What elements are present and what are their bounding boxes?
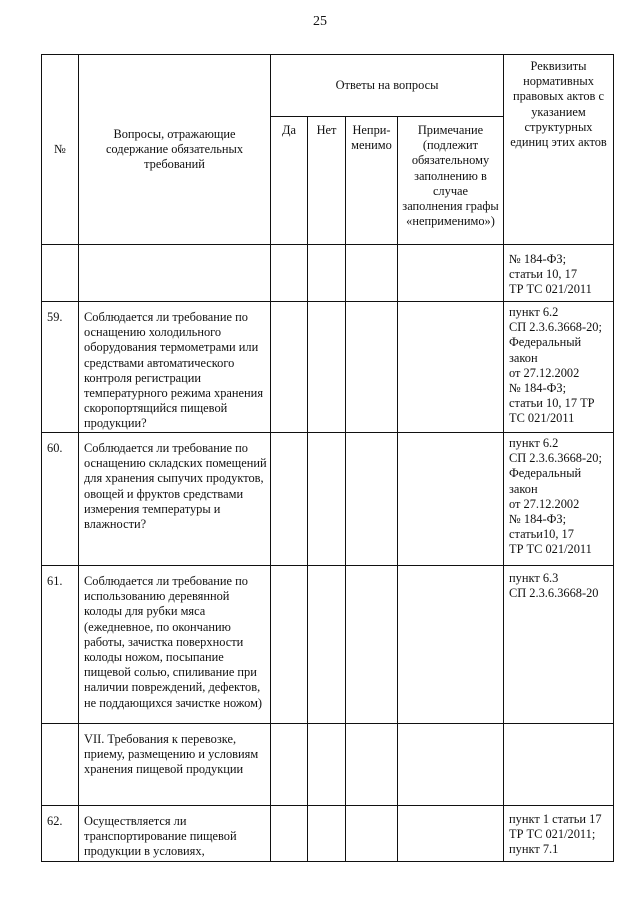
answer-not-applicable-cell bbox=[346, 566, 398, 724]
answer-no-cell bbox=[308, 566, 346, 724]
answer-yes-cell bbox=[271, 245, 308, 302]
header-requisites: Реквизиты нормативных правовых актов с указанием структурных единиц этих актов bbox=[504, 55, 614, 245]
answer-no-cell bbox=[308, 302, 346, 433]
table-row bbox=[42, 806, 614, 862]
row-number: 62. bbox=[42, 806, 79, 862]
answer-note-cell bbox=[398, 566, 504, 724]
answer-note-cell bbox=[398, 433, 504, 566]
row-requisites: пункт 1 статьи 17 ТР ТС 021/2011; пункт 7.1 bbox=[504, 806, 614, 862]
header-answers-group: Ответы на вопросы bbox=[271, 55, 504, 117]
answer-not-applicable-cell bbox=[346, 302, 398, 433]
row-requisites: пункт 6.3 СП 2.3.6.3668-20 bbox=[504, 566, 614, 724]
header-note: Примечание (подлежит обязательному заполнению в случае заполнения графы «неприменимо») bbox=[398, 117, 504, 245]
row-question: Осуществляется ли транспортирование пищевой продукции в условиях, bbox=[79, 806, 271, 862]
row-number: 59. bbox=[42, 302, 79, 433]
row-requisites: пункт 6.2 СП 2.3.6.3668-20; Федеральный закон от 27.12.2002 № 184-ФЗ; статьи10, 17 ТР ТС 021/2011 bbox=[504, 433, 614, 566]
header-yes: Да bbox=[271, 117, 308, 245]
row-number: 60. bbox=[42, 433, 79, 566]
answer-not-applicable-cell bbox=[346, 724, 398, 806]
page-number: 25 bbox=[313, 14, 327, 29]
table-row bbox=[42, 245, 614, 302]
row-question bbox=[79, 245, 271, 302]
answer-not-applicable-cell bbox=[346, 433, 398, 566]
answer-no-cell bbox=[308, 433, 346, 566]
answer-note-cell bbox=[398, 245, 504, 302]
answer-not-applicable-cell bbox=[346, 245, 398, 302]
table-row bbox=[42, 566, 614, 724]
row-requisites: № 184-ФЗ; статьи 10, 17 ТР ТС 021/2011 bbox=[504, 245, 614, 302]
answer-note-cell bbox=[398, 724, 504, 806]
row-requisites bbox=[504, 724, 614, 806]
checklist-table bbox=[41, 54, 614, 862]
header-row-top bbox=[42, 55, 614, 117]
answer-no-cell bbox=[308, 245, 346, 302]
answer-note-cell bbox=[398, 302, 504, 433]
section-row bbox=[42, 724, 614, 806]
answer-yes-cell bbox=[271, 724, 308, 806]
answer-yes-cell bbox=[271, 566, 308, 724]
header-no: Нет bbox=[308, 117, 346, 245]
row-question: Соблюдается ли требование по оснащению складских помещений для хранения сыпучих продуктов, овощей и фруктов средствами измерения температуры и влажности? bbox=[79, 433, 271, 566]
answer-yes-cell bbox=[271, 302, 308, 433]
answer-yes-cell bbox=[271, 433, 308, 566]
row-question: Соблюдается ли требование по использованию деревянной колоды для рубки мяса (ежедневное, по окончанию работы, зачистка поверхности колоды ножом, посыпание пищевой солью, спиливание при наличии повреждений, дефектов, не поддающихся зачистке ножом) bbox=[79, 566, 271, 724]
answer-note-cell bbox=[398, 806, 504, 862]
section-heading: VII. Требования к перевозке, приему, размещению и условиям хранения пищевой продукции bbox=[79, 724, 271, 806]
table-row bbox=[42, 433, 614, 566]
header-questions: Вопросы, отражающие содержание обязательных требований bbox=[79, 55, 271, 245]
row-requisites: пункт 6.2 СП 2.3.6.3668-20; Федеральный закон от 27.12.2002 № 184-ФЗ; статьи 10, 17 ТР ТС 021/2011 bbox=[504, 302, 614, 433]
header-not-applicable: Непри- менимо bbox=[346, 117, 398, 245]
header-number: № bbox=[42, 55, 79, 245]
answer-yes-cell bbox=[271, 806, 308, 862]
row-number bbox=[42, 724, 79, 806]
answer-no-cell bbox=[308, 806, 346, 862]
table-row bbox=[42, 302, 614, 433]
answer-no-cell bbox=[308, 724, 346, 806]
answer-not-applicable-cell bbox=[346, 806, 398, 862]
row-question: Соблюдается ли требование по оснащению холодильного оборудования термометрами или средствами автоматического контроля регистрации температурного режима хранения скоропортящийся пищевой продукции? bbox=[79, 302, 271, 433]
row-number: 61. bbox=[42, 566, 79, 724]
row-number bbox=[42, 245, 79, 302]
